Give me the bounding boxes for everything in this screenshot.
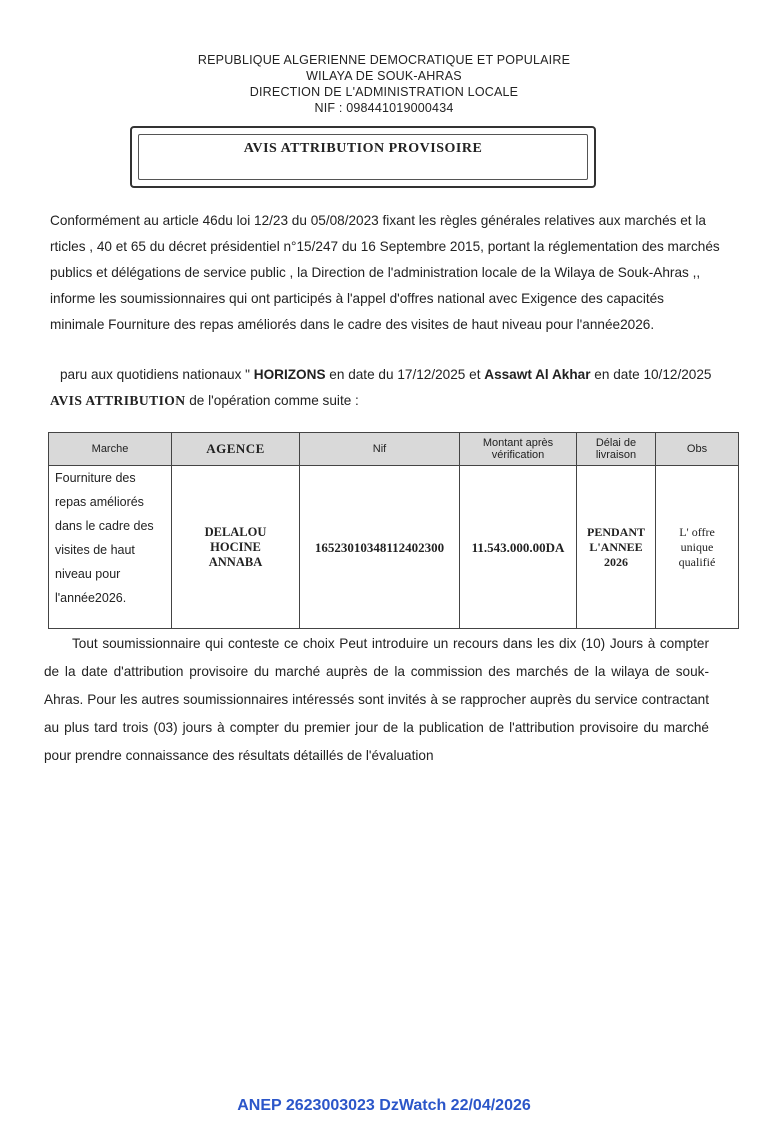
letterhead — [0, 52, 768, 116]
agence-name-1: DELALOU — [204, 524, 267, 539]
obs-line-2: unique — [680, 539, 714, 554]
header-nif: NIF : 098441019000434 — [314, 101, 454, 115]
intro-paragraph — [50, 208, 720, 338]
closing-paragraph — [44, 630, 709, 770]
header-obs: Obs — [656, 433, 739, 466]
delai-line-1: PENDANT — [586, 524, 645, 539]
header-marche: Marche — [49, 433, 172, 466]
header-montant: Montant après vérification — [460, 433, 577, 466]
obs-line-3: qualifié — [678, 554, 716, 569]
footer-reference: ANEP 2623003023 DzWatch 22/04/2026 — [237, 1097, 531, 1114]
header-republic: REPUBLIQUE ALGERIENNE DEMOCRATIQUE ET POPULAIRE — [197, 53, 571, 67]
pub-part-a: paru aux quotidiens nationaux " — [60, 367, 254, 382]
cell-agence — [172, 466, 300, 629]
obs-line-1: L' offre — [679, 524, 715, 539]
document-title: AVIS ATTRIBUTION PROVISOIRE — [243, 141, 483, 156]
pub-part-d: de l'opération comme suite : — [185, 393, 359, 408]
delai-line-3: 2026 — [604, 554, 628, 569]
publication-text — [50, 362, 720, 414]
header-nif: Nif — [300, 433, 460, 466]
pub-part-b: en date du 17/12/2025 et — [325, 367, 485, 382]
pub-horizons: HORIZONS — [253, 367, 326, 382]
pub-avis: AVIS ATTRIBUTION — [50, 393, 186, 408]
cell-marche: Fourniture des repas améliorés dans le cadre des visites de haut niveau pour l'année2026. — [49, 466, 172, 629]
title-frame — [130, 126, 596, 188]
delai-line-2: L'ANNEE — [589, 539, 643, 554]
pub-part-c: en date 10/12/2025 — [590, 367, 712, 382]
header-direction: DIRECTION DE L'ADMINISTRATION LOCALE — [249, 85, 519, 99]
intro-text: Conformément au article 46du loi 12/23 du 05/08/2023 fixant les règles générales relatives aux marchés et la rticles , 40 et 65 du décret présidentiel n°15/247 du 16 Septembre 2015, portant la réglementation des marchés publics et délégations de service public , la Direction de l'administration locale de la Wilaya de Souk-Ahras ,, informe les soumissionnaires qui ont participés à l'appel d'offres national avec Exigence des capacités minimale Fourniture des repas améliorés dans le cadre des visites de haut niveau pour l'année2026. — [50, 213, 720, 332]
header-delai: Délai de livraison — [577, 433, 656, 466]
cell-montant: 11.543.000.00DA — [460, 466, 577, 629]
publication-paragraph — [50, 362, 720, 414]
table-row — [49, 466, 739, 629]
agence-name-2: HOCINE — [210, 539, 261, 554]
agence-city: ANNABA — [208, 554, 263, 569]
header-wilaya: WILAYA DE SOUK-AHRAS — [306, 69, 462, 83]
cell-delai — [577, 466, 656, 629]
cell-nif: 165230103481124023​00 — [300, 466, 460, 629]
closing-text: Tout soumissionnaire qui conteste ce choix Peut introduire un recours dans les dix (10) Jours à compter de la date d'attribution provisoire du marché auprès de la commission des marchés de la wilaya de souk- Ahras. Pour les autres soumissionnaires intéressés sont invités à se rapprocher auprès du service contractant au plus tard trois (03) jours à compter du premier jour de la publication de l'attribution provisoire du marché pour prendre connaissance des résultats détaillés de l'évaluation — [44, 636, 709, 763]
table-header-row — [49, 433, 739, 466]
cell-obs — [656, 466, 739, 629]
pub-assawt: Assawt Al Akhar — [484, 367, 591, 382]
header-agence: AGENCE — [172, 433, 300, 466]
attribution-table — [48, 432, 739, 629]
